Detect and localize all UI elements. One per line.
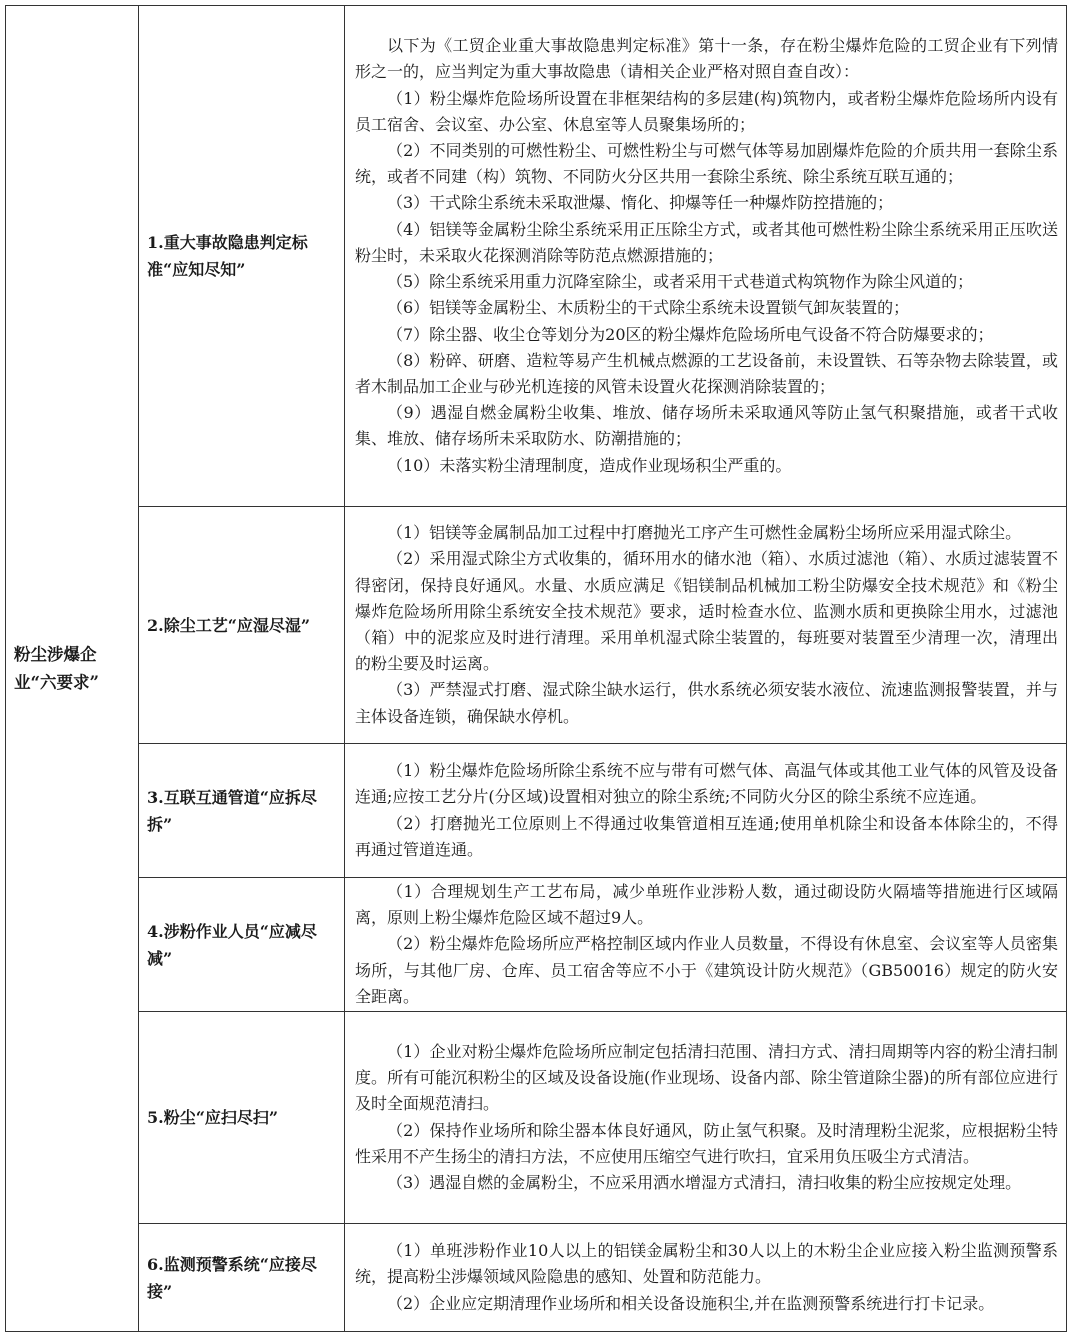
paragraph: （2）粉尘爆炸危险场所应严格控制区域内作业人员数量，不得设有休息室、会议室等人员密集场所，与其他厂房、仓库、员工宿舍等应不小于《建筑设计防火规范》（GB50016）规定的防火安全距离。 — [355, 934, 1058, 1006]
paragraph: （3）严禁湿式打磨、湿式除尘缺水运行，供水系统必须安装水液位、流速监测报警装置，并与主体设备连锁，确保缺水停机。 — [355, 680, 1058, 726]
requirement-title: 1.重大事故隐患判定标准“应知尽知” — [139, 6, 345, 507]
paragraph: （1）企业对粉尘爆炸危险场所应制定包括清扫范围、清扫方式、清扫周期等内容的粉尘清扫制度。所有可能沉积粉尘的区域及设备设施(作业现场、设备内部、除尘管道除尘器)的所有部位应进行及时全面规范清扫。 — [355, 1041, 1058, 1114]
table-row — [6, 507, 1067, 744]
paragraph: （2）不同类别的可燃性粉尘、可燃性粉尘与可燃气体等易加剧爆炸危险的介质共用一套除尘系统，或者不同建（构）筑物、不同防火分区共用一套除尘系统、除尘系统互联互通的； — [355, 141, 1058, 187]
requirement-content — [345, 1012, 1067, 1224]
table-row — [6, 878, 1067, 1012]
paragraph: （8）粉碎、研磨、造粒等易产生机械点燃源的工艺设备前，未设置铁、石等杂物去除装置，或者木制品加工企业与砂光机连接的风管未设置火花探测消除装置的； — [355, 350, 1058, 396]
paragraph: （1）合理规划生产工艺布局，减少单班作业涉粉人数，通过砌设防火隔墙等措施进行区域隔离，原则上粉尘爆炸危险区域不超过9人。 — [355, 882, 1058, 928]
table-row — [6, 744, 1067, 878]
requirement-title: 2.除尘工艺“应湿尽湿” — [139, 507, 345, 744]
paragraph: （2）打磨抛光工位原则上不得通过收集管道相互连通;使用单机除尘和设备本体除尘的，不得再通过管道连通。 — [355, 813, 1058, 859]
paragraph: （9）遇湿自燃金属粉尘收集、堆放、储存场所未采取通风等防止氢气积聚措施，或者干式收集、堆放、储存场所未采取防水、防潮措施的； — [355, 403, 1058, 449]
requirement-content — [345, 744, 1067, 878]
paragraph: （6）铝镁等金属粉尘、木质粉尘的干式除尘系统未设置锁气卸灰装置的； — [387, 298, 910, 318]
paragraph: （5）除尘系统采用重力沉降室除尘，或者采用干式巷道式构筑物作为除尘风道的； — [387, 272, 974, 292]
paragraph: （1）粉尘爆炸危险场所除尘系统不应与带有可燃气体、高温气体或其他工业气体的风管及设备连通;应按工艺分片(分区域)设置相对独立的除尘系统;不同防火分区的除尘系统不应连通。 — [355, 761, 1058, 807]
paragraph: （3）遇湿自燃的金属粉尘，不应采用洒水增湿方式清扫，清扫收集的粉尘应按规定处理。 — [387, 1172, 1022, 1192]
requirement-title: 5.粉尘“应扫尽扫” — [139, 1012, 345, 1224]
paragraph: 以下为《工贸企业重大事故隐患判定标准》第十一条，存在粉尘爆炸危险的工贸企业有下列情形之一的，应当判定为重大事故隐患（请相关企业严格对照自查自改）： — [355, 36, 1058, 82]
paragraph: （1）铝镁等金属制品加工过程中打磨抛光工序产生可燃性金属粉尘场所应采用湿式除尘。 — [387, 523, 1022, 543]
paragraph: （2）企业应定期清理作业场所和相关设备设施积尘,并在监测预警系统进行打卡记录。 — [387, 1293, 995, 1313]
table-row — [6, 1012, 1067, 1224]
table-row — [6, 6, 1067, 507]
table-row — [6, 1224, 1067, 1332]
paragraph: （10）未落实粉尘清理制度，造成作业现场积尘严重的。 — [387, 455, 792, 475]
paragraph: （1）单班涉粉作业10人以上的铝镁金属粉尘和30人以上的木粉尘企业应接入粉尘监测预警系统，提高粉尘涉爆领域风险隐患的感知、处置和防范能力。 — [355, 1241, 1058, 1287]
requirements-table — [5, 5, 1067, 1332]
requirement-content — [345, 878, 1067, 1012]
requirement-content — [345, 6, 1067, 507]
requirement-title: 3.互联互通管道“应拆尽拆” — [139, 744, 345, 878]
requirement-title: 4.涉粉作业人员“应减尽减” — [139, 878, 345, 1012]
paragraph: （2）采用湿式除尘方式收集的，循环用水的储水池（箱）、水质过滤池（箱）、水质过滤装置不得密闭，保持良好通风。水量、水质应满足《铝镁制品机械加工粉尘防爆安全技术规范》和《粉尘爆炸危险场所用除尘系统安全技术规范》要求，适时检查水位、监测水质和更换除尘用水，过滤池（箱）中的泥浆应及时进行清理。采用单机湿式除尘装置的，每班要对装置至少清理一次，清理出的粉尘要及时运离。 — [355, 549, 1058, 674]
paragraph: （1）粉尘爆炸危险场所设置在非框架结构的多层建(构)筑物内，或者粉尘爆炸危险场所内设有员工宿舍、会议室、办公室、休息室等人员聚集场所的； — [355, 88, 1058, 134]
paragraph: （7）除尘器、收尘仓等划分为20区的粉尘爆炸危险场所电气设备不符合防爆要求的； — [387, 324, 994, 344]
paragraph: （4）铝镁等金属粉尘除尘系统采用正压除尘方式，或者其他可燃性粉尘除尘系统采用正压吹送粉尘时，未采取火花探测消除等防范点燃源措施的； — [355, 219, 1058, 265]
paragraph: （2）保持作业场所和除尘器本体良好通风，防止氢气积聚。及时清理粉尘泥浆，应根据粉尘特性采用不产生扬尘的清扫方法，不应使用压缩空气进行吹扫，宜采用负压吸尘方式清洁。 — [355, 1120, 1058, 1166]
requirement-title: 6.监测预警系统“应接尽接” — [139, 1224, 345, 1332]
category-cell: 粉尘涉爆企业“六要求” — [6, 6, 139, 1332]
requirement-content — [345, 507, 1067, 744]
paragraph: （3）干式除尘系统未采取泄爆、惰化、抑爆等任一种爆炸防控措施的； — [387, 193, 894, 213]
requirement-content — [345, 1224, 1067, 1332]
